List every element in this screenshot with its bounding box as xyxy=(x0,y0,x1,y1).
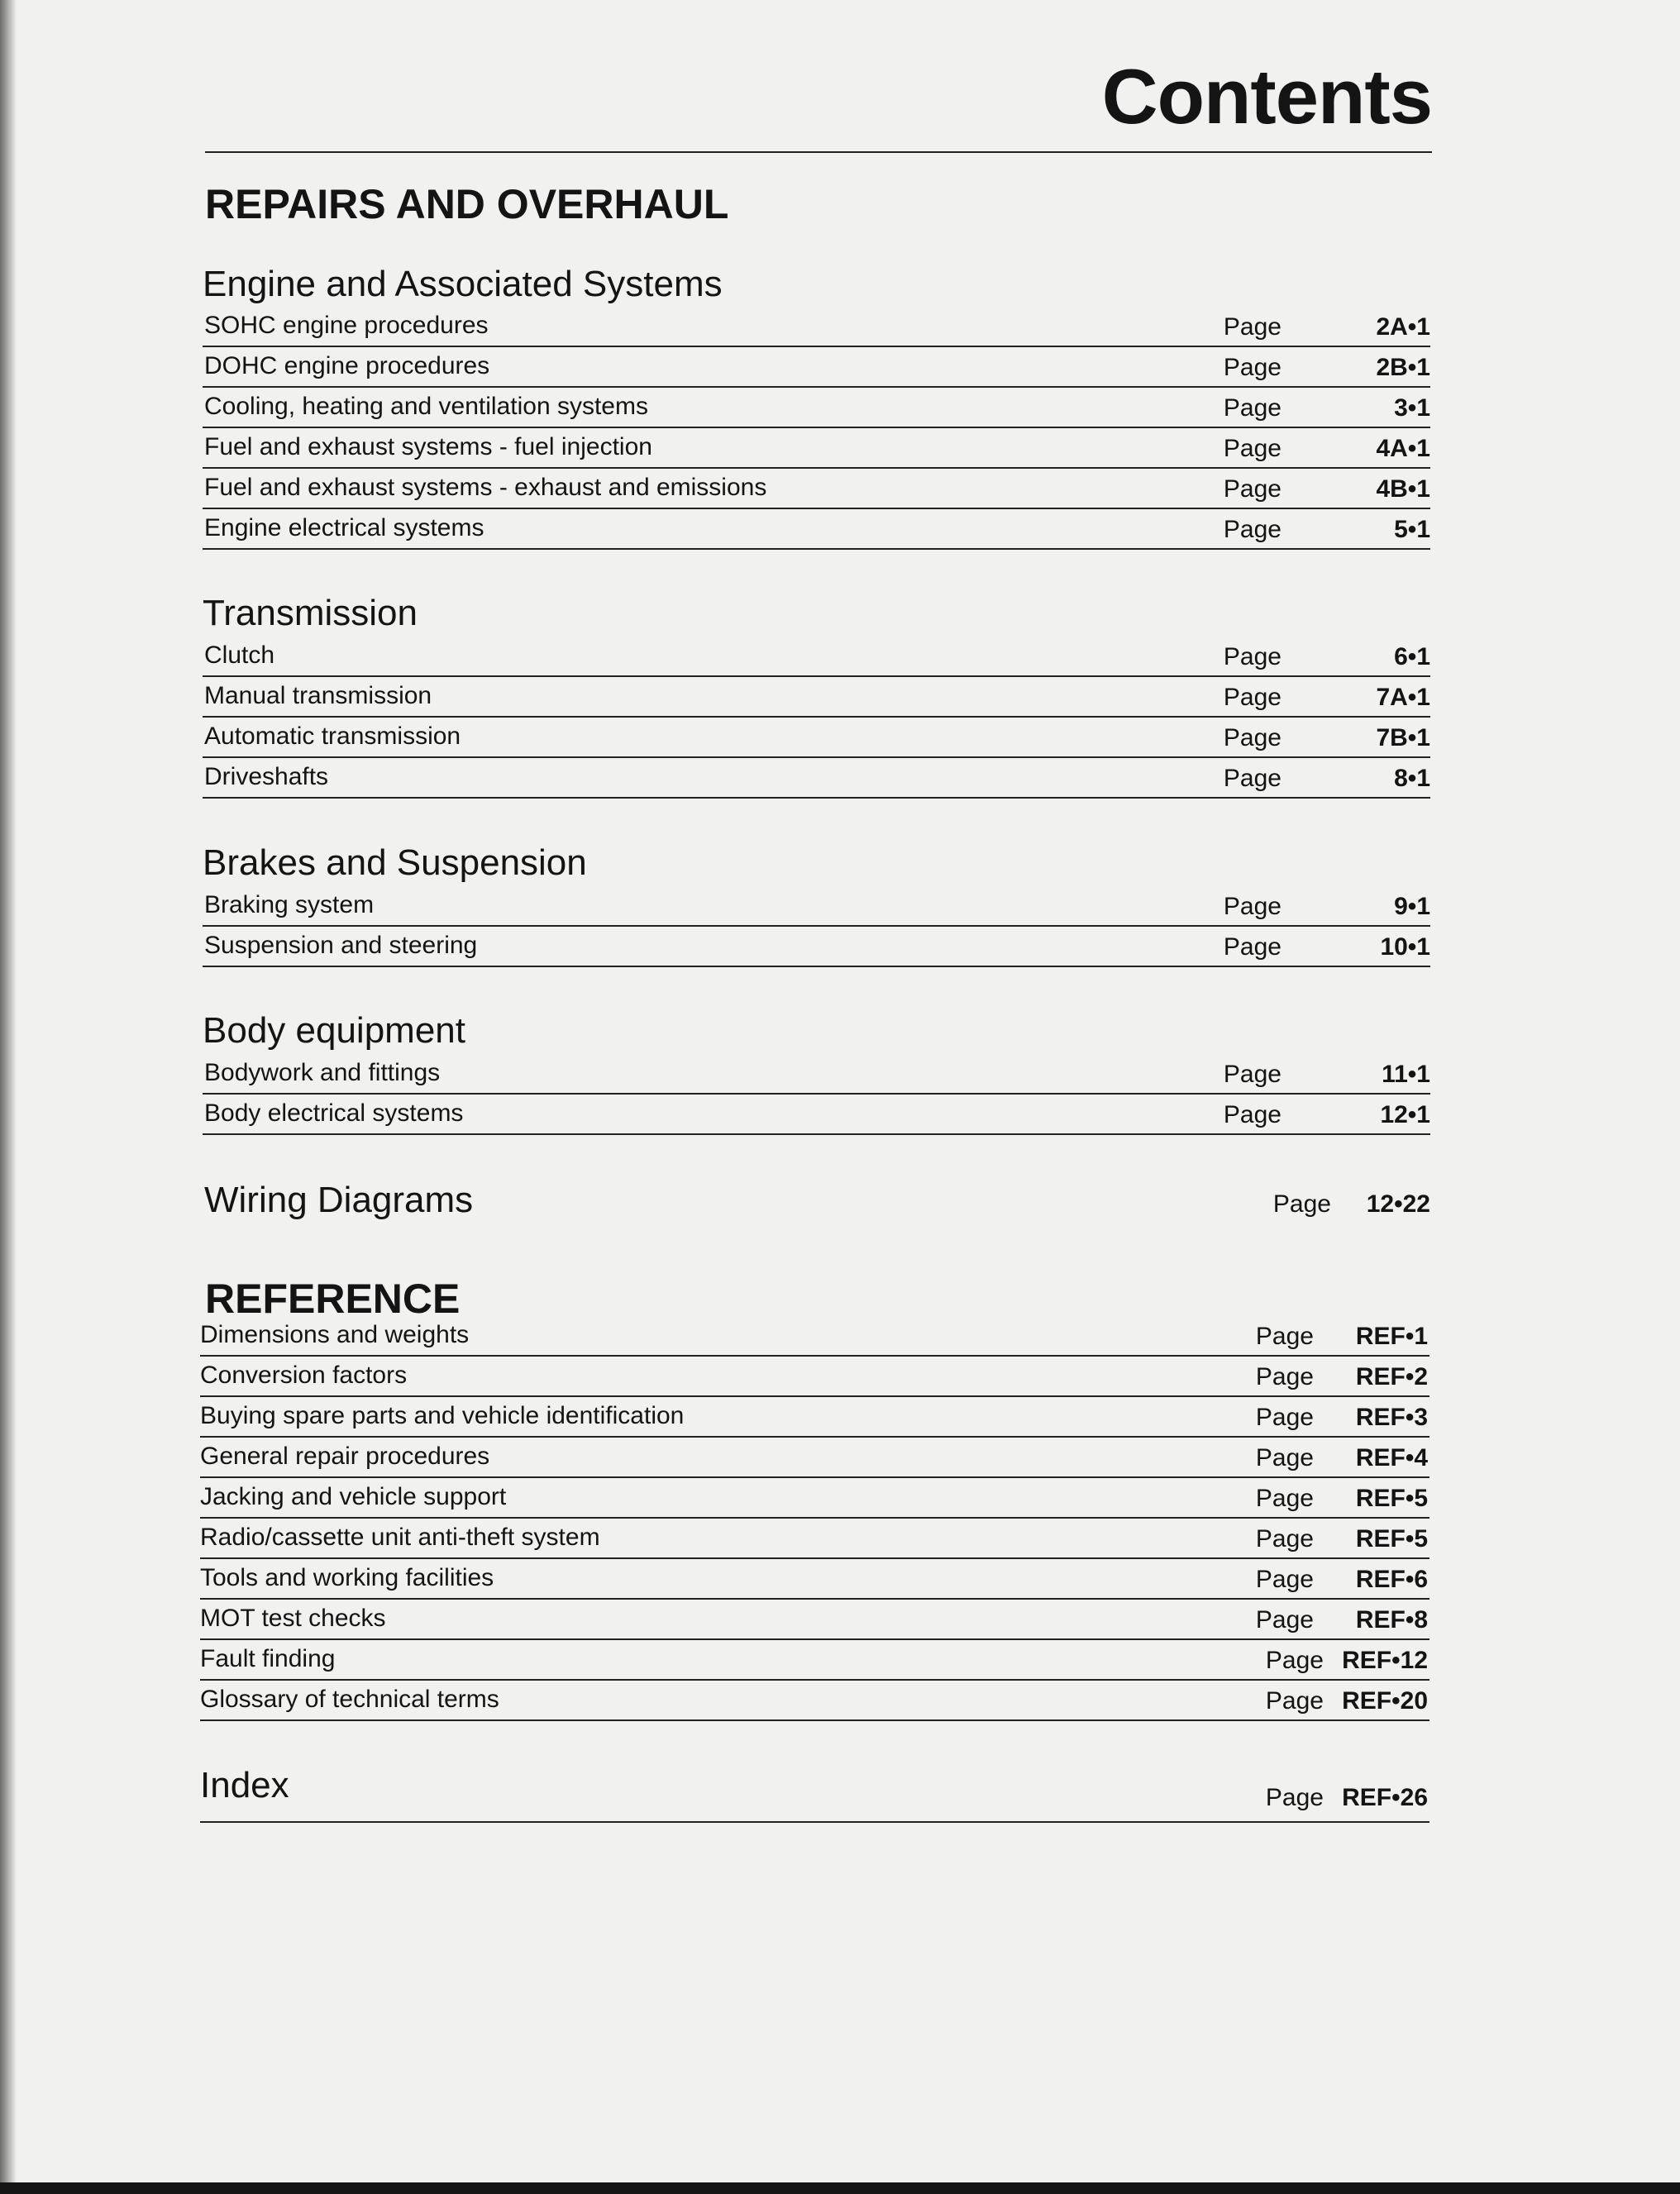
toc-entry-clutch[interactable] xyxy=(203,637,1430,677)
page-word: Page xyxy=(1223,933,1281,961)
page-number: 2A•1 xyxy=(1376,313,1430,341)
page-number: 7A•1 xyxy=(1376,684,1430,711)
page-word: Page xyxy=(1223,724,1281,751)
page-number: REF•8 xyxy=(1355,1606,1428,1634)
toc-entry-bodywork[interactable] xyxy=(203,1055,1430,1095)
toc-entry-jacking[interactable] xyxy=(200,1479,1429,1519)
entry-label: Suspension and steering xyxy=(204,932,478,959)
toc-entry-suspension[interactable] xyxy=(203,928,1430,967)
page-number: 12•22 xyxy=(1366,1190,1430,1218)
section-title-engine: Engine and Associated Systems xyxy=(203,264,723,304)
page-word: Page xyxy=(1223,435,1281,462)
toc-entry-wiring-diagrams[interactable] xyxy=(203,1180,1430,1229)
page-number: 3•1 xyxy=(1394,394,1430,422)
entry-label: Manual transmission xyxy=(204,682,432,709)
toc-entry-repair-procedures[interactable] xyxy=(200,1438,1429,1478)
page-word: Page xyxy=(1223,394,1281,422)
page-word: Page xyxy=(1255,1525,1314,1552)
page-word: Page xyxy=(1265,1687,1324,1715)
toc-entry-mot-checks[interactable] xyxy=(200,1600,1429,1640)
page-word: Page xyxy=(1255,1323,1314,1350)
toc-entry-braking[interactable] xyxy=(203,887,1430,927)
page-number: REF•5 xyxy=(1355,1485,1428,1512)
section-title-transmission: Transmission xyxy=(203,593,418,633)
entry-label: Fuel and exhaust systems - exhaust and emissions xyxy=(204,474,767,501)
page-title: Contents xyxy=(1101,53,1432,140)
page-word: Page xyxy=(1223,893,1281,920)
section-title-wiring: Wiring Diagrams xyxy=(204,1180,474,1220)
entry-label: Fault finding xyxy=(200,1645,336,1672)
page-word: Page xyxy=(1255,1566,1314,1593)
page-word: Page xyxy=(1223,765,1281,792)
entry-label: SOHC engine procedures xyxy=(204,312,489,339)
entry-label: MOT test checks xyxy=(200,1605,386,1632)
toc-entry-manual-transmission[interactable] xyxy=(203,678,1430,718)
page-number: 4A•1 xyxy=(1376,435,1430,462)
page-word: Page xyxy=(1272,1190,1331,1218)
entry-label: Bodywork and fittings xyxy=(204,1059,441,1086)
page-word: Page xyxy=(1223,684,1281,711)
toc-entry-index[interactable] xyxy=(200,1765,1429,1823)
page-number: 7B•1 xyxy=(1376,724,1430,751)
page-word: Page xyxy=(1255,1606,1314,1634)
entry-label: Fuel and exhaust systems - fuel injection xyxy=(204,433,652,460)
toc-entry-sohc[interactable] xyxy=(203,308,1430,347)
page-word: Page xyxy=(1223,313,1281,341)
page-number: REF•1 xyxy=(1355,1323,1428,1350)
page-number: 5•1 xyxy=(1394,516,1430,543)
page-edge-shadow xyxy=(0,0,17,2194)
page-number: 9•1 xyxy=(1394,893,1430,920)
page-number: REF•12 xyxy=(1342,1647,1428,1674)
page-number: 8•1 xyxy=(1394,765,1430,792)
toc-entry-exhaust-emissions[interactable] xyxy=(203,470,1430,509)
page-number: 10•1 xyxy=(1380,933,1430,961)
page-number: REF•3 xyxy=(1355,1404,1428,1431)
page-word: Page xyxy=(1265,1784,1324,1811)
entry-label: Driveshafts xyxy=(204,763,329,790)
toc-entry-conversion[interactable] xyxy=(200,1357,1429,1397)
page-word: Page xyxy=(1223,354,1281,381)
entry-label: Conversion factors xyxy=(200,1362,408,1389)
page-number: 4B•1 xyxy=(1376,475,1430,503)
toc-entry-radio-anti-theft[interactable] xyxy=(200,1519,1429,1559)
entry-label: Braking system xyxy=(204,891,375,918)
page-edge-bottom xyxy=(0,2182,1680,2194)
entry-label: Clutch xyxy=(204,642,275,669)
entry-label: General repair procedures xyxy=(200,1443,490,1470)
page-word: Page xyxy=(1223,1101,1281,1128)
part-heading-repairs: REPAIRS AND OVERHAUL xyxy=(205,181,729,227)
section-title-body: Body equipment xyxy=(203,1010,465,1051)
entry-label: Automatic transmission xyxy=(204,723,461,750)
entry-label: Glossary of technical terms xyxy=(200,1686,499,1713)
page-number: 11•1 xyxy=(1382,1061,1430,1088)
toc-entry-dohc[interactable] xyxy=(203,348,1430,388)
page-word: Page xyxy=(1255,1444,1314,1471)
page-word: Page xyxy=(1223,475,1281,503)
entry-label: Dimensions and weights xyxy=(200,1321,470,1348)
toc-entry-cooling[interactable] xyxy=(203,389,1430,428)
page-number: REF•6 xyxy=(1355,1566,1428,1593)
entry-label: Engine electrical systems xyxy=(204,514,484,541)
toc-entry-spare-parts[interactable] xyxy=(200,1398,1429,1438)
page-number: 12•1 xyxy=(1380,1101,1430,1128)
page-word: Page xyxy=(1223,643,1281,670)
title-divider xyxy=(205,151,1432,153)
page-number: REF•20 xyxy=(1342,1687,1428,1715)
page-word: Page xyxy=(1223,516,1281,543)
page-number: REF•5 xyxy=(1355,1525,1428,1552)
entry-label: DOHC engine procedures xyxy=(204,352,490,379)
toc-entry-automatic-transmission[interactable] xyxy=(203,718,1430,758)
page-word: Page xyxy=(1223,1061,1281,1088)
entry-label: Buying spare parts and vehicle identification xyxy=(200,1402,685,1429)
toc-entry-engine-electrical[interactable] xyxy=(203,510,1430,550)
entry-label: Cooling, heating and ventilation systems xyxy=(204,393,648,420)
page-number: REF•4 xyxy=(1355,1444,1428,1471)
toc-entry-body-electrical[interactable] xyxy=(203,1095,1430,1135)
toc-entry-glossary[interactable] xyxy=(200,1681,1429,1721)
toc-entry-fault-finding[interactable] xyxy=(200,1641,1429,1681)
page-word: Page xyxy=(1255,1404,1314,1431)
entry-label: Jacking and vehicle support xyxy=(200,1483,507,1510)
page-word: Page xyxy=(1265,1647,1324,1674)
page-word: Page xyxy=(1255,1485,1314,1512)
page-word: Page xyxy=(1255,1363,1314,1390)
page-number: REF•26 xyxy=(1342,1784,1428,1811)
part-heading-reference: REFERENCE xyxy=(205,1276,461,1322)
section-title-index: Index xyxy=(200,1765,289,1805)
page-number: 6•1 xyxy=(1394,643,1430,670)
page-number: 2B•1 xyxy=(1376,354,1430,381)
toc-entry-driveshafts[interactable] xyxy=(203,759,1430,799)
page-number: REF•2 xyxy=(1355,1363,1428,1390)
entry-label: Radio/cassette unit anti-theft system xyxy=(200,1524,600,1551)
toc-entry-fuel-injection[interactable] xyxy=(203,429,1430,469)
toc-entry-dimensions[interactable] xyxy=(200,1317,1429,1357)
entry-label: Tools and working facilities xyxy=(200,1564,494,1591)
toc-entry-tools[interactable] xyxy=(200,1560,1429,1600)
entry-label: Body electrical systems xyxy=(204,1099,464,1127)
section-title-brakes: Brakes and Suspension xyxy=(203,842,587,883)
